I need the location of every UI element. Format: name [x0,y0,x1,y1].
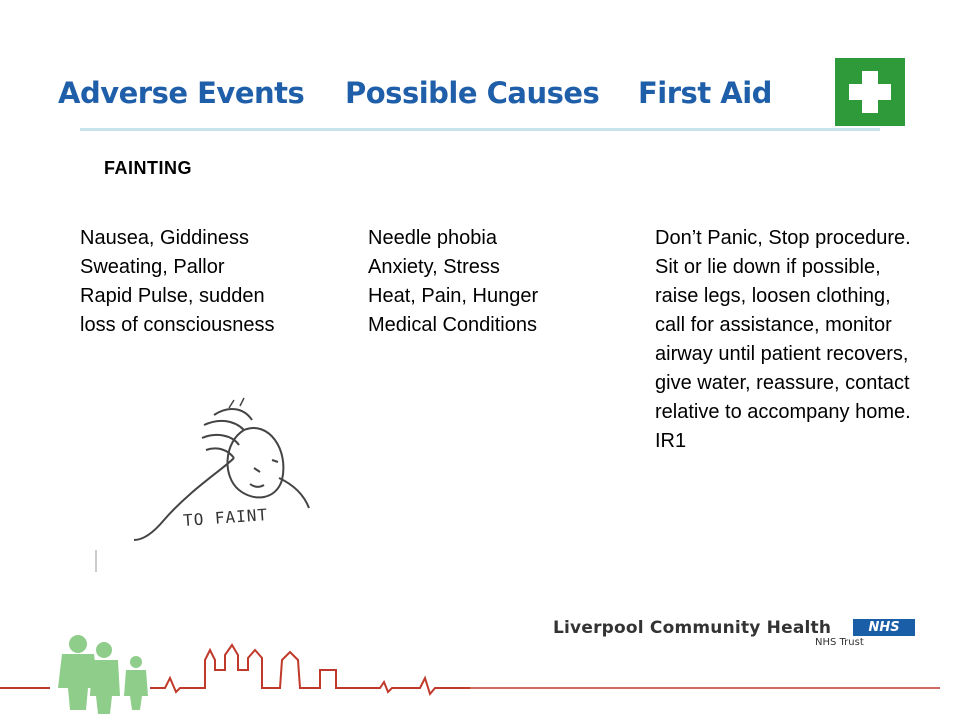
symptom-line: loss of consciousness [80,314,275,336]
skyline-outline [150,645,470,694]
heading-possible-causes: Possible Causes [345,76,600,110]
organization-name: Liverpool Community Health [553,618,832,638]
symptoms-list [80,224,275,340]
family-figures-icon [58,635,148,714]
heading-divider [80,128,880,131]
first-aid-text: Don’t Panic, Stop procedure. Sit or lie down if possible, raise legs, loosen clothing, call for assistance, monitor airway until patient recovers, give water, reassure, contact relative to accompany home. IR1 [655,227,911,452]
heading-first-aid: First Aid [638,76,772,110]
cause-line: Needle phobia [368,227,497,249]
first-aid-cross-icon [835,58,905,126]
cause-line: Heat, Pain, Hunger [368,285,539,307]
symptom-line: Rapid Pulse, sudden [80,285,265,307]
symptom-line: Nausea, Giddiness [80,227,249,249]
section-title: FAINTING [104,158,192,178]
footer-skyline-banner [0,630,960,720]
nhs-logo: NHS [853,619,915,636]
cause-line: Medical Conditions [368,314,537,336]
symptom-line: Sweating, Pallor [80,256,225,278]
causes-list [368,224,538,340]
first-aid-instructions [655,224,920,456]
cause-line: Anxiety, Stress [368,256,500,278]
illustration-caption: TO FAINT [182,505,269,530]
heading-adverse-events: Adverse Events [58,76,305,110]
nhs-trust-label: NHS Trust [815,637,864,648]
fainting-illustration [94,390,370,572]
